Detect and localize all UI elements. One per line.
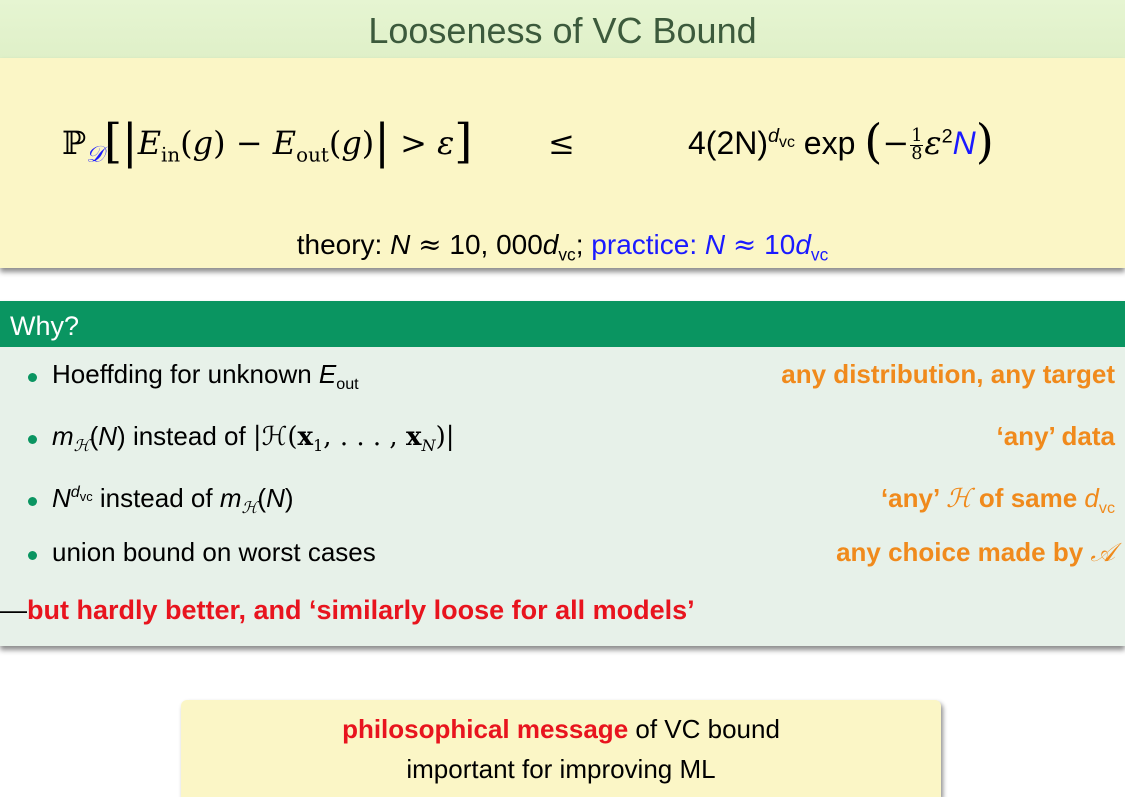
vc-bound-lhs: $ℙ_𝒟[|E_{in}(g) - E_{out}(g)| > \varepsilon]$ — [62, 114, 473, 169]
reason-row — [0, 483, 1125, 523]
reason-note: ‘any’ data — [996, 421, 1115, 451]
less-equal-sign: ≤ — [548, 124, 575, 162]
reason-text: $m_ℋ(N)$ instead of $|ℋ(x_1$, . . . , $x_N)|$ — [52, 421, 455, 456]
why-block — [0, 301, 1125, 646]
bullet-icon — [28, 435, 37, 444]
reason-text: union bound on worst cases — [52, 537, 376, 567]
reason-note: any distribution, any target — [781, 359, 1115, 389]
bullet-icon — [28, 551, 37, 560]
reason-row — [0, 537, 1125, 577]
slide-title: Looseness of VC Bound — [0, 0, 1125, 58]
vc-bound-formula-box — [0, 58, 1125, 268]
reason-text: $N^{d_{vc}}$ instead of $m_ℋ(N)$ — [52, 483, 294, 518]
bullet-icon — [28, 373, 37, 382]
reason-note: any choice made by 𝒜 — [836, 537, 1115, 568]
why-header: Why? — [0, 301, 1125, 347]
reason-text: Hoeffding for unknown $E_{out}$ — [52, 359, 359, 394]
sample-size-note: theory: N ≈ 10, $000d_{vc}$; practice: $N \approx 10d_{vc}$ — [296, 228, 829, 265]
conclusion-line: —but hardly better, and ‘similarly loose for all models’ — [0, 595, 695, 625]
philosophical-message-box — [181, 700, 941, 797]
vc-bound-rhs: $4(2N)^{d_{vc}}$ exp (− $\frac{1}{8}$ $\varepsilon^2N$) — [688, 114, 994, 169]
reason-row — [0, 421, 1125, 461]
message-line-2: important for improving ML — [406, 754, 716, 784]
message-line-1: philosophical message of VC bound — [342, 714, 780, 744]
reason-note: ‘any’ ℋ of same $d_{vc}$ — [880, 483, 1115, 518]
reason-row — [0, 359, 1125, 399]
bullet-icon — [28, 497, 37, 506]
